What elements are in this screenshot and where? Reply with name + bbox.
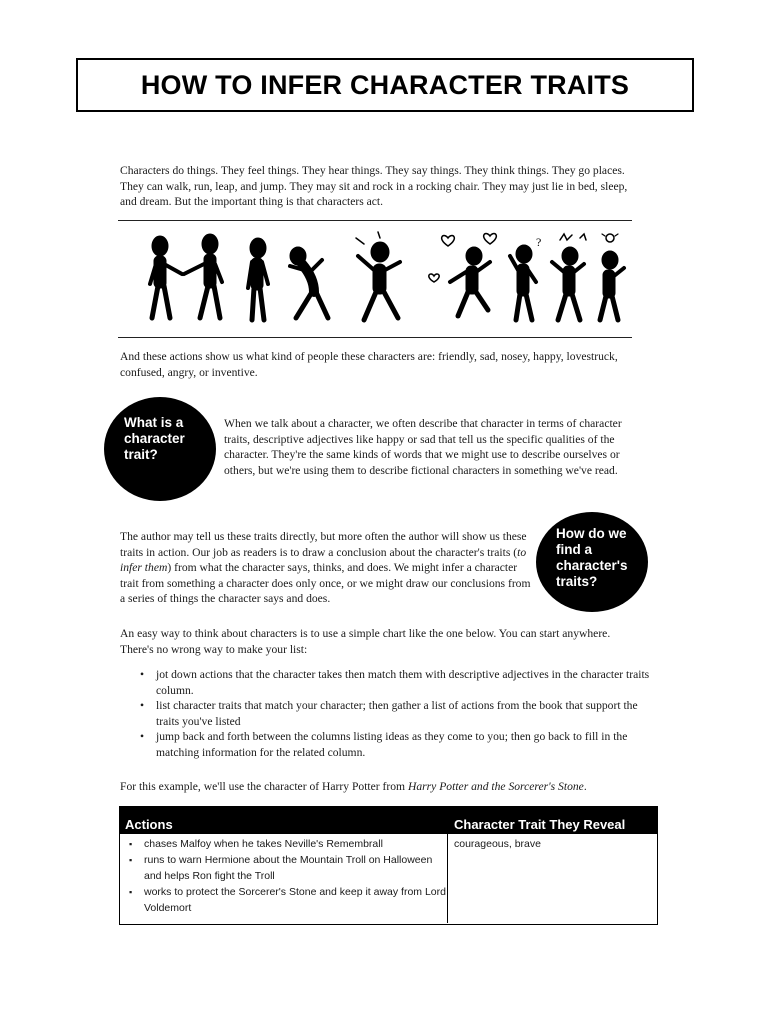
- example-suffix: .: [583, 780, 587, 793]
- list-item: ▪ runs to warn Hermione about the Mountain Troll on Halloween and helps Ron fight the Troll: [144, 852, 447, 884]
- figure-handshake-right: [184, 234, 222, 318]
- header-actions: Actions: [125, 817, 173, 832]
- author-text-italic: to infer them: [120, 545, 527, 574]
- traits-cell: courageous, brave: [454, 838, 541, 850]
- how-find-traits-label: How do we find a character's traits?: [556, 526, 628, 589]
- author-text-part1: The author may tell us these traits directly, but more often the author will show us these traits in action. Our job as readers is to draw a conclusion about the character's traits (: [120, 530, 527, 559]
- easy-way-paragraph: An easy way to think about characters is to use a simple chart like the one below. You can start anywhere. There's no wrong way to make your list:: [120, 627, 611, 656]
- figure-inventive: [600, 234, 624, 320]
- figure-happy: [356, 232, 400, 320]
- figure-confused: [510, 235, 541, 320]
- list-item: • jot down actions that the character takes then match them with descriptive adjectives in the character traits column.: [156, 667, 656, 698]
- stick-figures-illustration: [118, 226, 632, 336]
- page-title: HOW TO INFER CHARACTER TRAITS: [140, 69, 630, 100]
- actions-list: [124, 836, 447, 916]
- table-row: [120, 834, 657, 923]
- author-text-part2: ) from what the character says, thinks, and does. We might infer a character trait from something a character does only once, or we might draw our conclusions from a series of things the character says and does.: [120, 561, 531, 605]
- list-item: ▪ works to protect the Sorcerer's Stone and keep it away from Lord Voldemort: [144, 884, 447, 916]
- intro-paragraph: Characters do things. They feel things. They hear things. They say things. They think things. They go places. They can walk, run, leap, and jump. They may sit and rock in a rocking chair. They may just lie in bed, sleep, and dream. But the important thing is that characters act.: [120, 164, 628, 208]
- figure-handshake-left: [150, 236, 182, 318]
- figure-angry: [552, 234, 586, 320]
- actions-paragraph: And these actions show us what kind of people these characters are: friendly, sad, nosey, happy, lovestruck, confused, angry, or inventive.: [120, 350, 618, 379]
- what-is-trait-label: What is a character trait?: [124, 415, 185, 462]
- tips-list: [136, 667, 656, 760]
- figure-nosey: [290, 247, 328, 318]
- trait-definition-paragraph: When we talk about a character, we often describe that character in terms of character traits, descriptive adjectives like happy or sad that tell us the specific qualities of the character. They're the same kinds of words that we might use to describe ourselves or others, but we're using them to describe fictional characters in something we've read.: [224, 417, 622, 477]
- example-paragraph: [120, 779, 640, 795]
- title-box: [76, 58, 694, 112]
- bottom-divider: [118, 337, 632, 338]
- how-find-traits-bubble: [536, 512, 648, 612]
- book-title: Harry Potter and the Sorcerer's Stone: [407, 780, 584, 793]
- top-divider: [118, 220, 632, 221]
- traits-table: [119, 806, 658, 925]
- figure-lovestruck: [429, 234, 497, 316]
- table-header: [120, 807, 657, 834]
- svg-text:?: ?: [536, 235, 542, 249]
- header-traits: Character Trait They Reveal: [454, 817, 626, 832]
- example-prefix: For this example, we'll use the character of Harry Potter from: [120, 780, 408, 793]
- list-item: ▪ chases Malfoy when he takes Neville's Remembrall: [144, 836, 447, 852]
- actions-cell: [120, 834, 448, 923]
- what-is-trait-bubble: [104, 397, 216, 501]
- author-paragraph: [120, 529, 534, 607]
- list-item: • jump back and forth between the columns listing ideas as they come to you; then go back to fill in the matching information for the related column.: [156, 729, 656, 760]
- list-item: • list character traits that match your character; then gather a list of actions from the book that support the traits you've listed: [156, 698, 656, 729]
- figure-sad: [248, 238, 268, 320]
